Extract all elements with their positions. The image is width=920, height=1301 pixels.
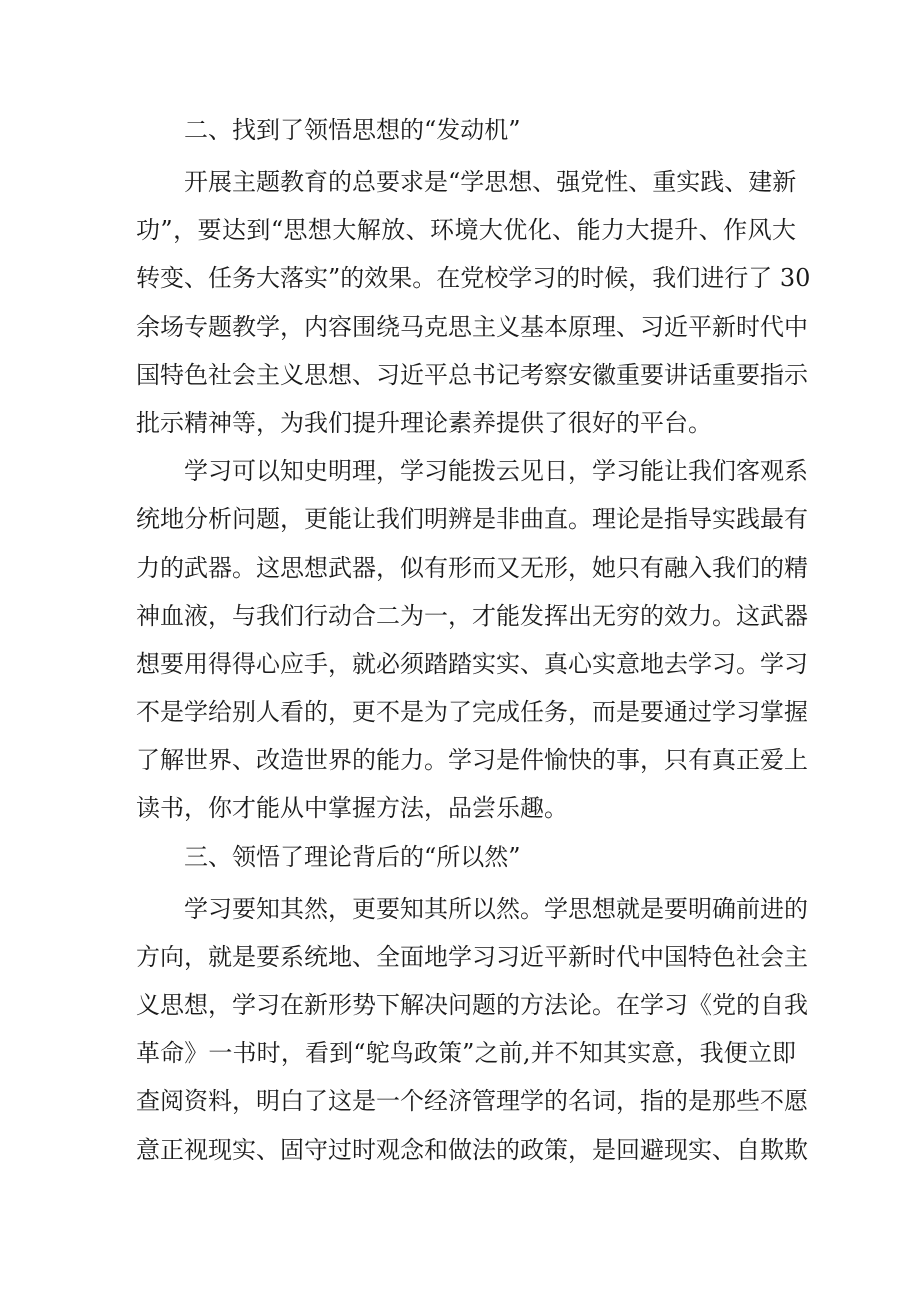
paragraph-line: 想要用得得心应手，就必须踏踏实实、真心实意地去学习。学习 xyxy=(136,649,808,678)
paragraph-line: 统地分析问题，更能让我们明辨是非曲直。理论是指导实践最有 xyxy=(136,505,808,534)
paragraph-line: 革命》一书时，看到“鸵鸟政策”之前,并不知其实意，我便立即 xyxy=(136,1039,796,1068)
paragraph-line: 学习可以知史明理，学习能拨云见日，学习能让我们客观系 xyxy=(184,457,808,486)
section-heading: 二、找到了领悟思想的“发动机” xyxy=(184,116,521,144)
paragraph-line: 神血液，与我们行动合二为一，才能发挥出无穷的效力。这武器 xyxy=(136,601,808,630)
paragraph-line: 批示精神等，为我们提升理论素养提供了很好的平台。 xyxy=(136,408,712,437)
paragraph-line: 学习要知其然，更要知其所以然。学思想就是要明确前进的 xyxy=(184,894,808,923)
paragraph-line: 方向，就是要系统地、全面地学习习近平新时代中国特色社会主 xyxy=(136,942,808,971)
paragraph-line: 了解世界、改造世界的能力。学习是件愉快的事，只有真正爱上 xyxy=(136,746,808,775)
paragraph-line: 余场专题教学，内容围绕马克思主义基本原理、习近平新时代中 xyxy=(136,312,808,341)
paragraph-line: 不是学给别人看的，更不是为了完成任务，而是要通过学习掌握 xyxy=(136,698,808,727)
paragraph-line: 力的武器。这思想武器，似有形而又无形，她只有融入我们的精 xyxy=(136,553,808,582)
paragraph xyxy=(136,158,811,447)
paragraph-line: 开展主题教育的总要求是“学思想、强党性、重实践、建新 xyxy=(184,168,797,196)
paragraph-line: 义思想，学习在新形势下解决问题的方法论。在学习《党的自我 xyxy=(136,991,808,1019)
paragraph-line: 查阅资料，明白了这是一个经济管理学的名词，指的是那些不愿 xyxy=(136,1087,808,1116)
paragraph-line: 功”，要达到“思想大解放、环境大优化、能力大提升、作风大 xyxy=(136,216,796,245)
paragraph-line: 转变、任务大落实”的效果。在党校学习的时候，我们进行了 30 xyxy=(136,264,811,293)
paragraph xyxy=(136,885,808,1174)
section-heading: 三、领悟了理论背后的“所以然” xyxy=(184,842,521,871)
paragraph xyxy=(136,447,808,833)
paragraph-line: 读书，你才能从中掌握方法，品尝乐趣。 xyxy=(136,794,568,823)
document-page xyxy=(136,106,811,1174)
paragraph-line: 意正视现实、固守过时观念和做法的政策，是回避现实、自欺欺 xyxy=(136,1135,808,1164)
paragraph-line: 国特色社会主义思想、习近平总书记考察安徽重要讲话重要指示 xyxy=(136,360,808,389)
